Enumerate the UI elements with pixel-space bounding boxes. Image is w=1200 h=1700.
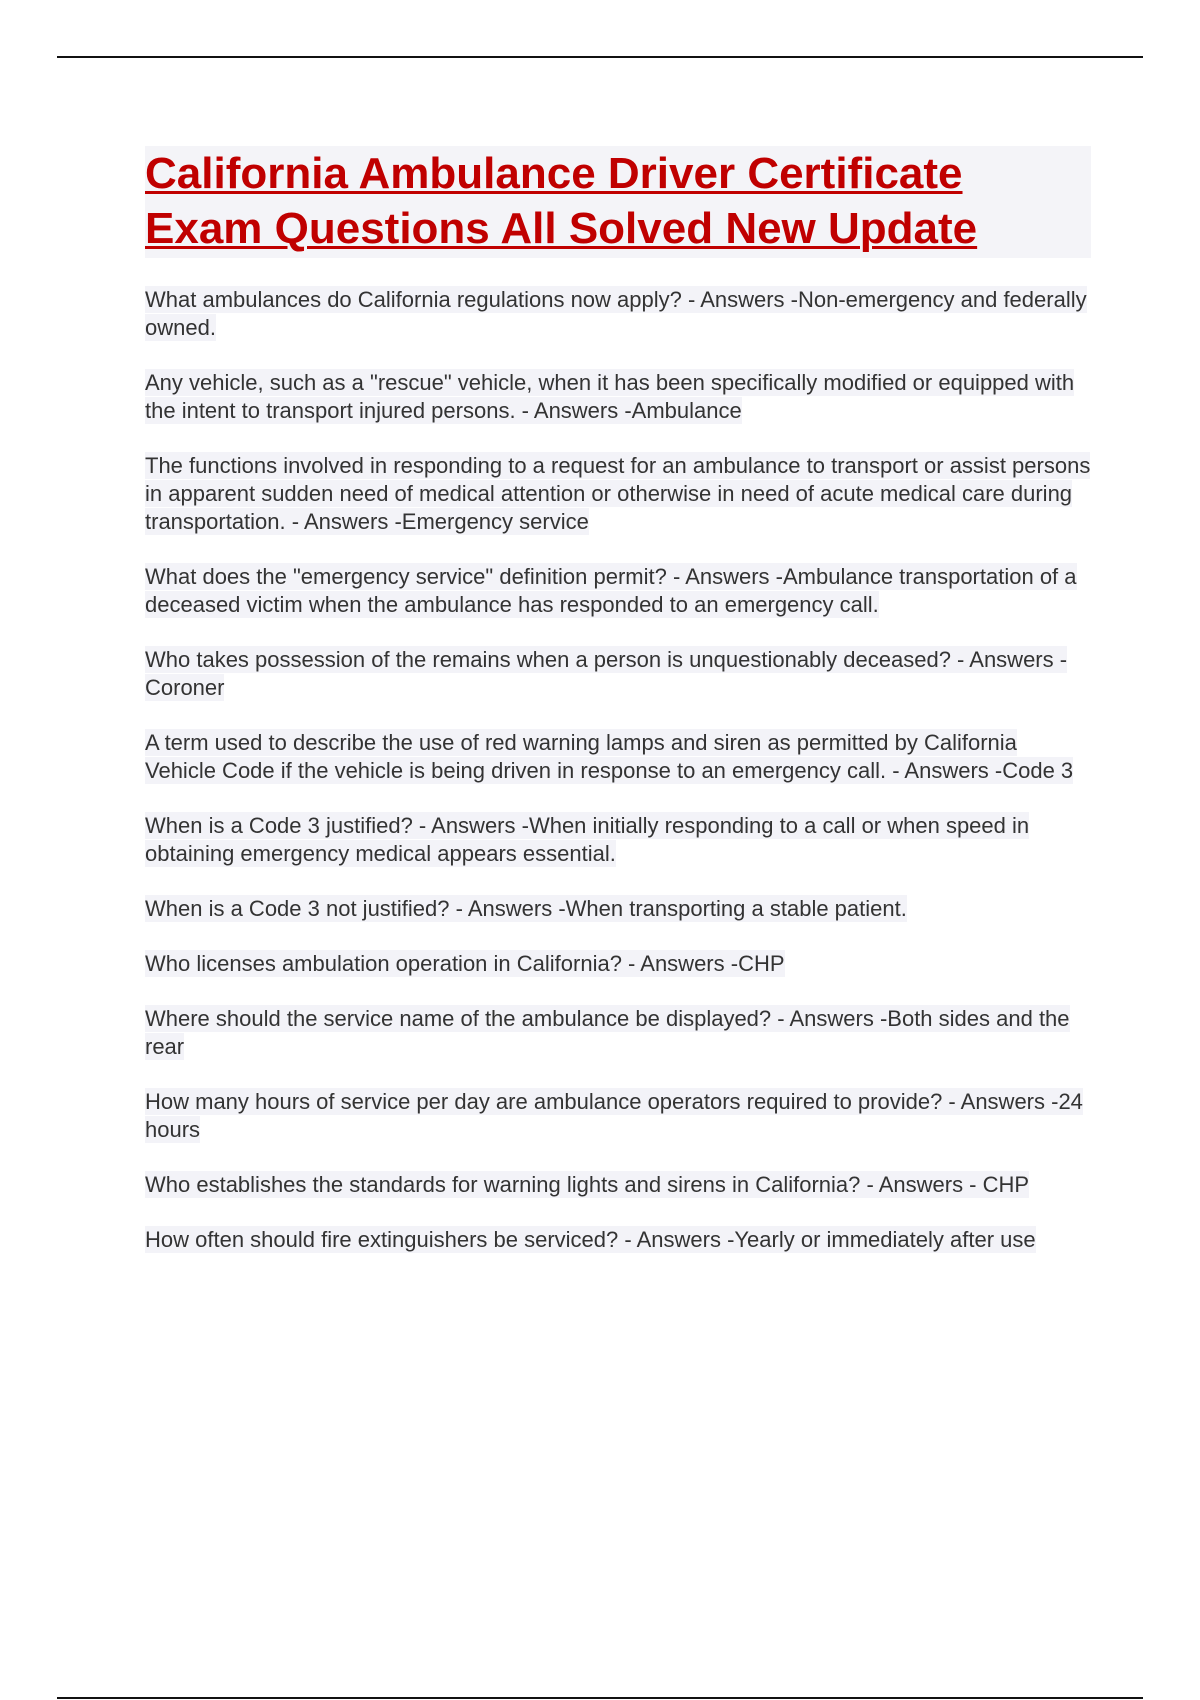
qa-text: Any vehicle, such as a "rescue" vehicle, when it has been specifically modified or equipped with the intent to transport injured persons. - Answers -Ambulance	[145, 370, 1075, 423]
title-block	[145, 146, 1091, 258]
qa-text: What does the "emergency service" definition permit? - Answers -Ambulance transportation of a deceased victim when the ambulance has responded to an emergency call.	[145, 564, 1077, 617]
qa-item	[145, 563, 1091, 619]
qa-list	[145, 286, 1091, 1254]
qa-item	[145, 1088, 1091, 1144]
qa-item	[145, 452, 1091, 536]
qa-item	[145, 369, 1091, 425]
qa-text: When is a Code 3 justified? - Answers -When initially responding to a call or when speed in obtaining emergency medical appears essential.	[145, 813, 1030, 866]
qa-item	[145, 812, 1091, 868]
qa-text: A term used to describe the use of red warning lamps and siren as permitted by California Vehicle Code if the vehicle is being driven in response to an emergency call. - Answers -Code 3	[145, 730, 1074, 783]
qa-text: How many hours of service per day are ambulance operators required to provide? - Answers -24 hours	[145, 1089, 1083, 1142]
qa-text: What ambulances do California regulations now apply? - Answers -Non-emergency and federally owned.	[145, 287, 1087, 340]
top-rule	[57, 56, 1143, 58]
document-title: California Ambulance Driver Certificate Exam Questions All Solved New Update	[145, 149, 978, 253]
bottom-rule	[57, 1697, 1143, 1699]
qa-item	[145, 286, 1091, 342]
qa-item	[145, 1171, 1091, 1199]
qa-text: The functions involved in responding to a request for an ambulance to transport or assist persons in apparent sudden need of medical attention or otherwise in need of acute medical care during transportation. - Answers -Emergency service	[145, 453, 1091, 534]
qa-text: Who licenses ambulation operation in California? - Answers -CHP	[145, 951, 785, 976]
qa-text: Who establishes the standards for warning lights and sirens in California? - Answers - CHP	[145, 1172, 1030, 1197]
qa-text: Who takes possession of the remains when a person is unquestionably deceased? - Answers -Coroner	[145, 647, 1068, 700]
qa-item	[145, 646, 1091, 702]
qa-text: When is a Code 3 not justified? - Answers -When transporting a stable patient.	[145, 896, 907, 921]
qa-item	[145, 729, 1091, 785]
qa-item	[145, 1226, 1091, 1254]
qa-item	[145, 895, 1091, 923]
qa-item	[145, 950, 1091, 978]
qa-text: How often should fire extinguishers be serviced? - Answers -Yearly or immediately after use	[145, 1227, 1036, 1252]
qa-text: Where should the service name of the ambulance be displayed? - Answers -Both sides and the rear	[145, 1006, 1070, 1059]
qa-item	[145, 1005, 1091, 1061]
document-body	[145, 146, 1091, 1281]
